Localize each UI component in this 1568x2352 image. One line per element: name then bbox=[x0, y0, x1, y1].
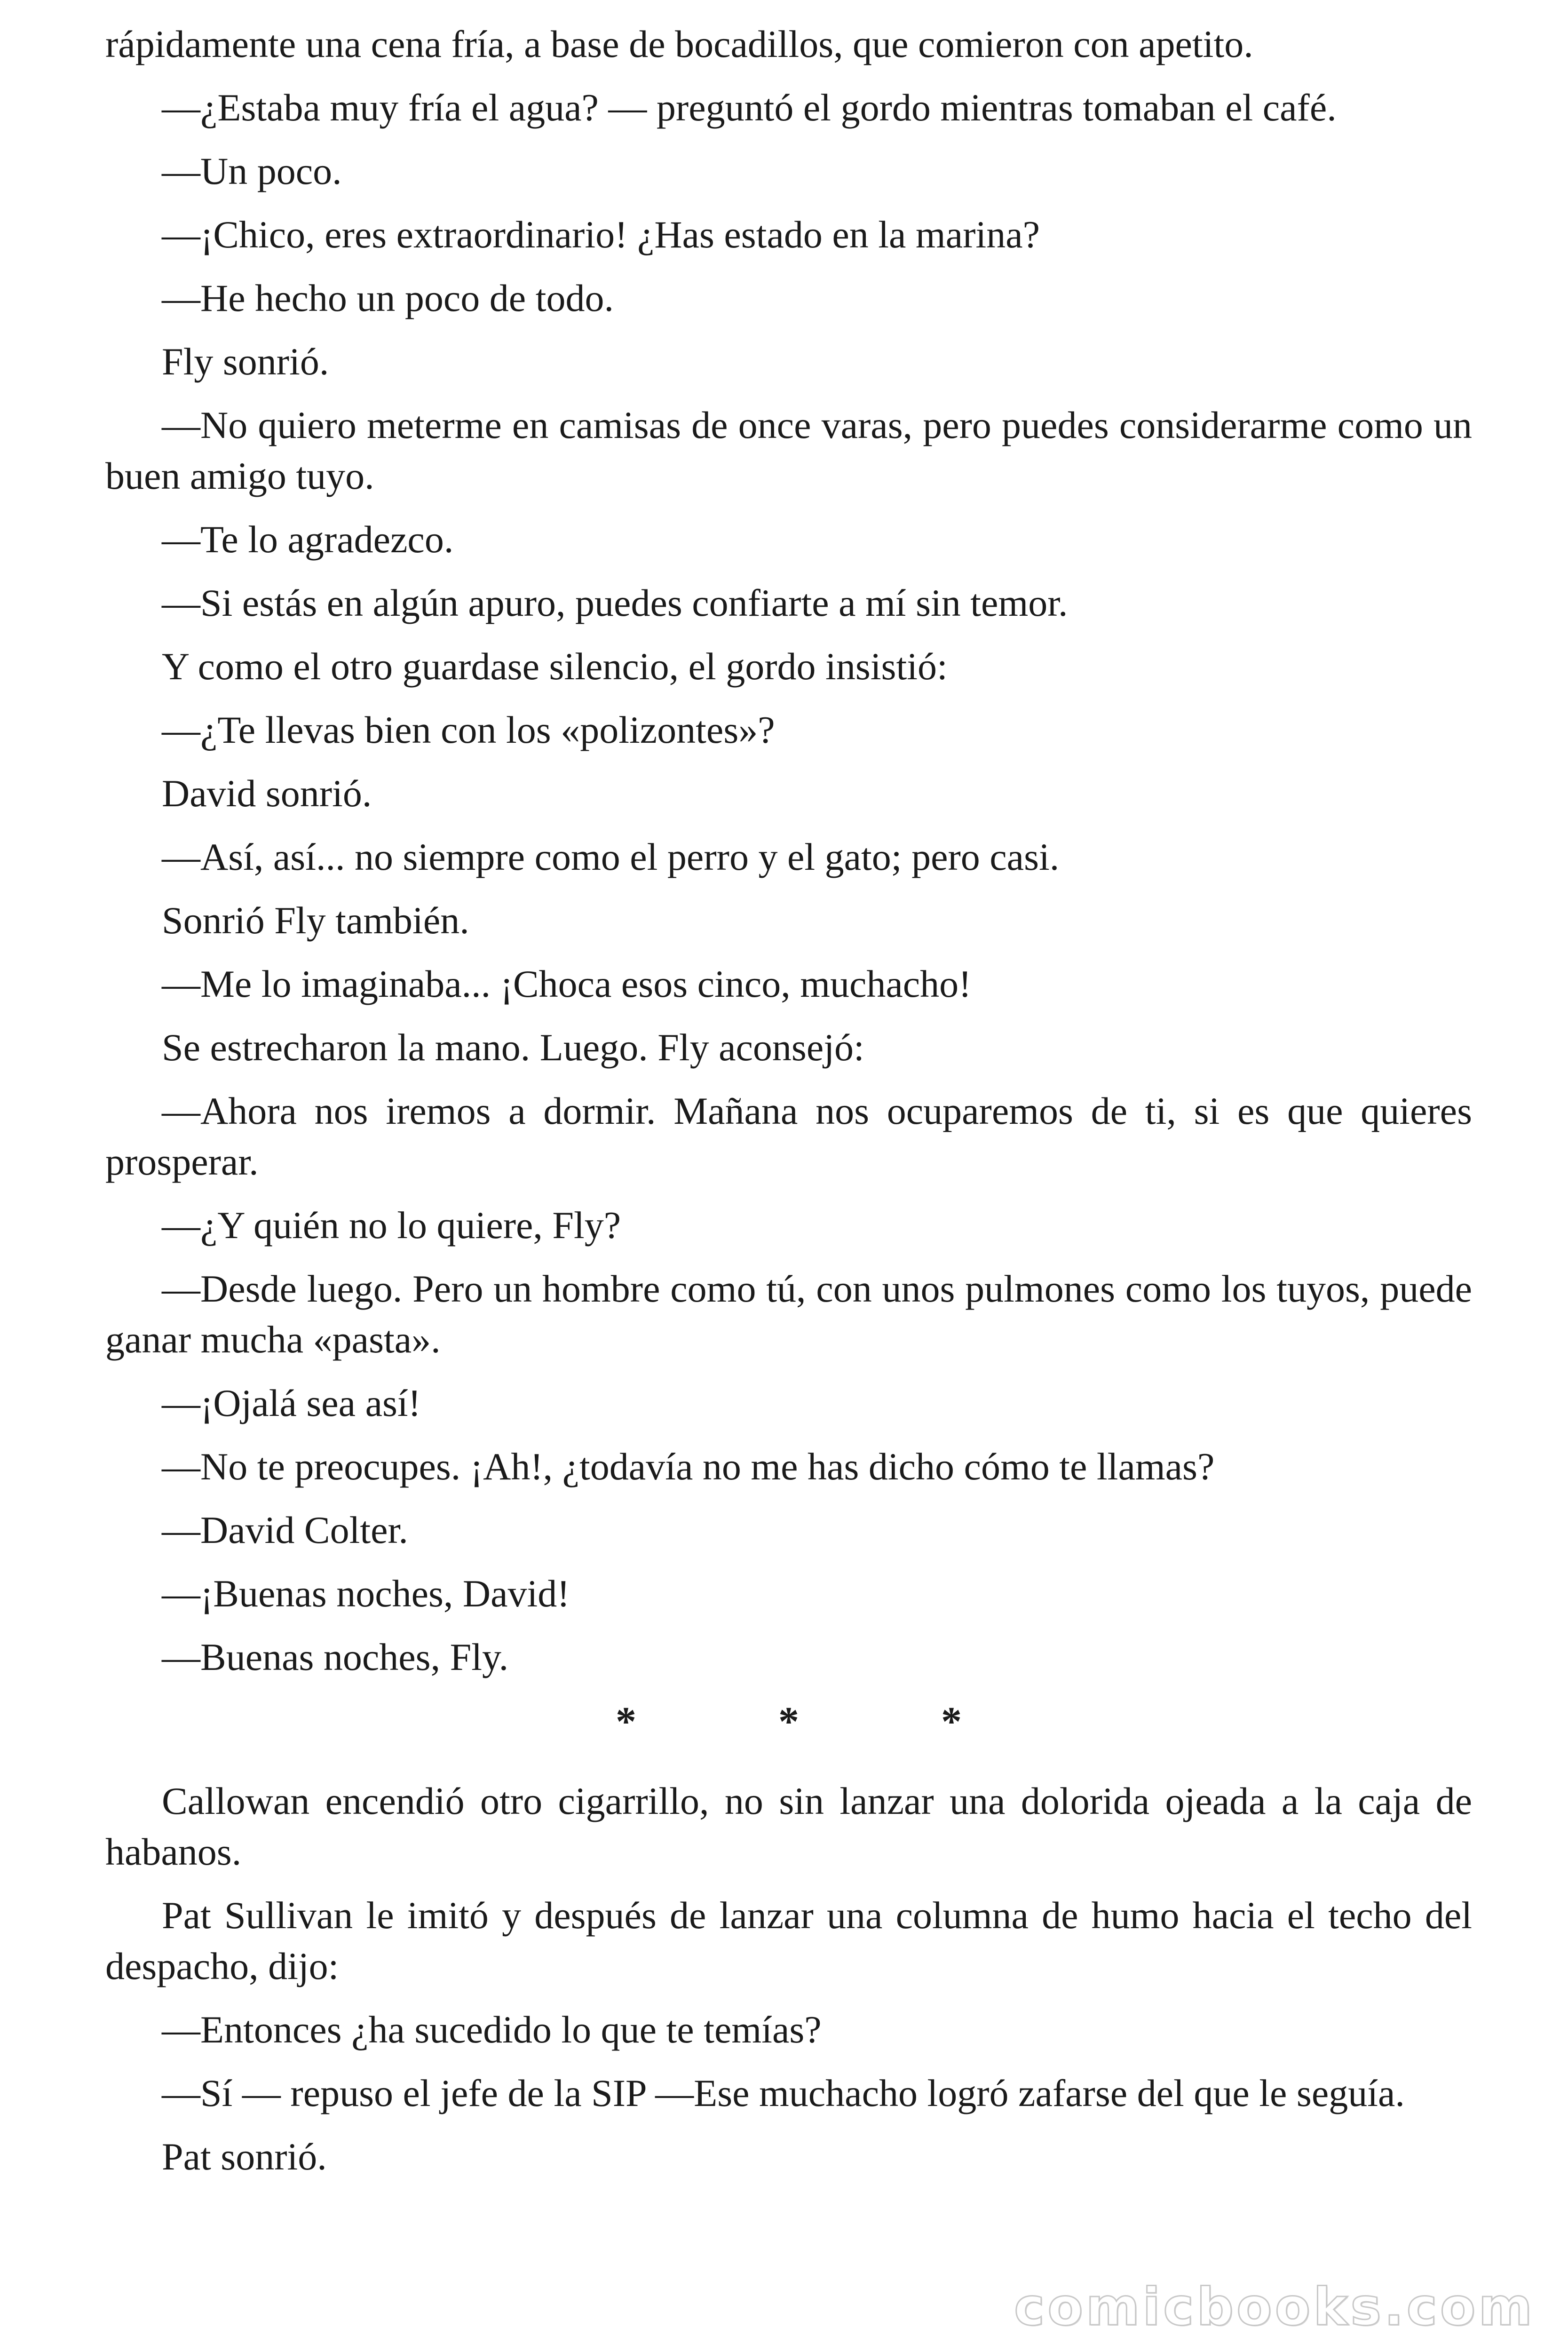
paragraph: —Sí — repuso el jefe de la SIP —Ese muchacho logró zafarse del que le seguía. bbox=[162, 2072, 1405, 2114]
paragraph: —No te preocupes. ¡Ah!, ¿todavía no me has dicho cómo te llamas? bbox=[162, 1445, 1215, 1488]
paragraph: Pat Sullivan le imitó y después de lanzar una columna de humo hacia el techo del despacho, dijo: bbox=[105, 1894, 1472, 1987]
paragraph: Sonrió Fly también. bbox=[162, 899, 469, 942]
paragraph: —David Colter. bbox=[162, 1509, 408, 1551]
paragraph: Fly sonrió. bbox=[162, 340, 329, 383]
paragraph: Callowan encendió otro cigarrillo, no sin lanzar una dolorida ojeada a la caja de habanos. bbox=[105, 1780, 1472, 1873]
watermark-logo: comicbooks.com bbox=[1014, 2277, 1535, 2337]
paragraph: —Desde luego. Pero un hombre como tú, con unos pulmones como los tuyos, puede ganar mucha «pasta». bbox=[105, 1267, 1472, 1361]
text-section-before bbox=[105, 19, 1472, 1683]
paragraph: —Buenas noches, Fly. bbox=[162, 1636, 509, 1678]
paragraph: Se estrecharon la mano. Luego. Fly aconsejó: bbox=[162, 1026, 864, 1069]
paragraph: —¡Buenas noches, David! bbox=[162, 1572, 570, 1615]
paragraph: —He hecho un poco de todo. bbox=[162, 277, 614, 319]
paragraph: —Entonces ¿ha sucedido lo que te temías? bbox=[162, 2008, 822, 2051]
paragraph: —¡Chico, eres extraordinario! ¿Has estado en la marina? bbox=[162, 213, 1040, 256]
paragraph: Y como el otro guardase silencio, el gordo insistió: bbox=[162, 645, 948, 688]
paragraph: —Si estás en algún apuro, puedes confiarte a mí sin temor. bbox=[162, 581, 1068, 624]
paragraph: —Ahora nos iremos a dormir. Mañana nos ocuparemos de ti, si es que quieres prosperar. bbox=[105, 1089, 1472, 1183]
paragraph: —Me lo imaginaba... ¡Choca esos cinco, muchacho! bbox=[162, 962, 972, 1005]
paragraph: —¿Te llevas bien con los «polizontes»? bbox=[162, 708, 775, 751]
paragraph: rápidamente una cena fría, a base de bocadillos, que comieron con apetito. bbox=[105, 23, 1253, 65]
paragraph: —¿Estaba muy fría el agua? — preguntó el gordo mientras tomaban el café. bbox=[162, 86, 1337, 129]
paragraph: —¿Y quién no lo quiere, Fly? bbox=[162, 1204, 621, 1247]
paragraph: Pat sonrió. bbox=[162, 2135, 327, 2178]
paragraph: —¡Ojalá sea así! bbox=[162, 1382, 421, 1424]
text-section-after bbox=[105, 1776, 1472, 2182]
paragraph: —Te lo agradezco. bbox=[162, 518, 454, 561]
book-page bbox=[105, 19, 1472, 2195]
paragraph: —No quiero meterme en camisas de once varas, pero puedes considerarme como un buen amigo tuyo. bbox=[105, 404, 1472, 497]
paragraph: —Así, así... no siempre como el perro y el gato; pero casi. bbox=[162, 835, 1060, 878]
paragraph: David sonrió. bbox=[162, 772, 372, 815]
paragraph: —Un poco. bbox=[162, 150, 342, 192]
scene-separator: * * * bbox=[616, 1699, 1028, 1745]
